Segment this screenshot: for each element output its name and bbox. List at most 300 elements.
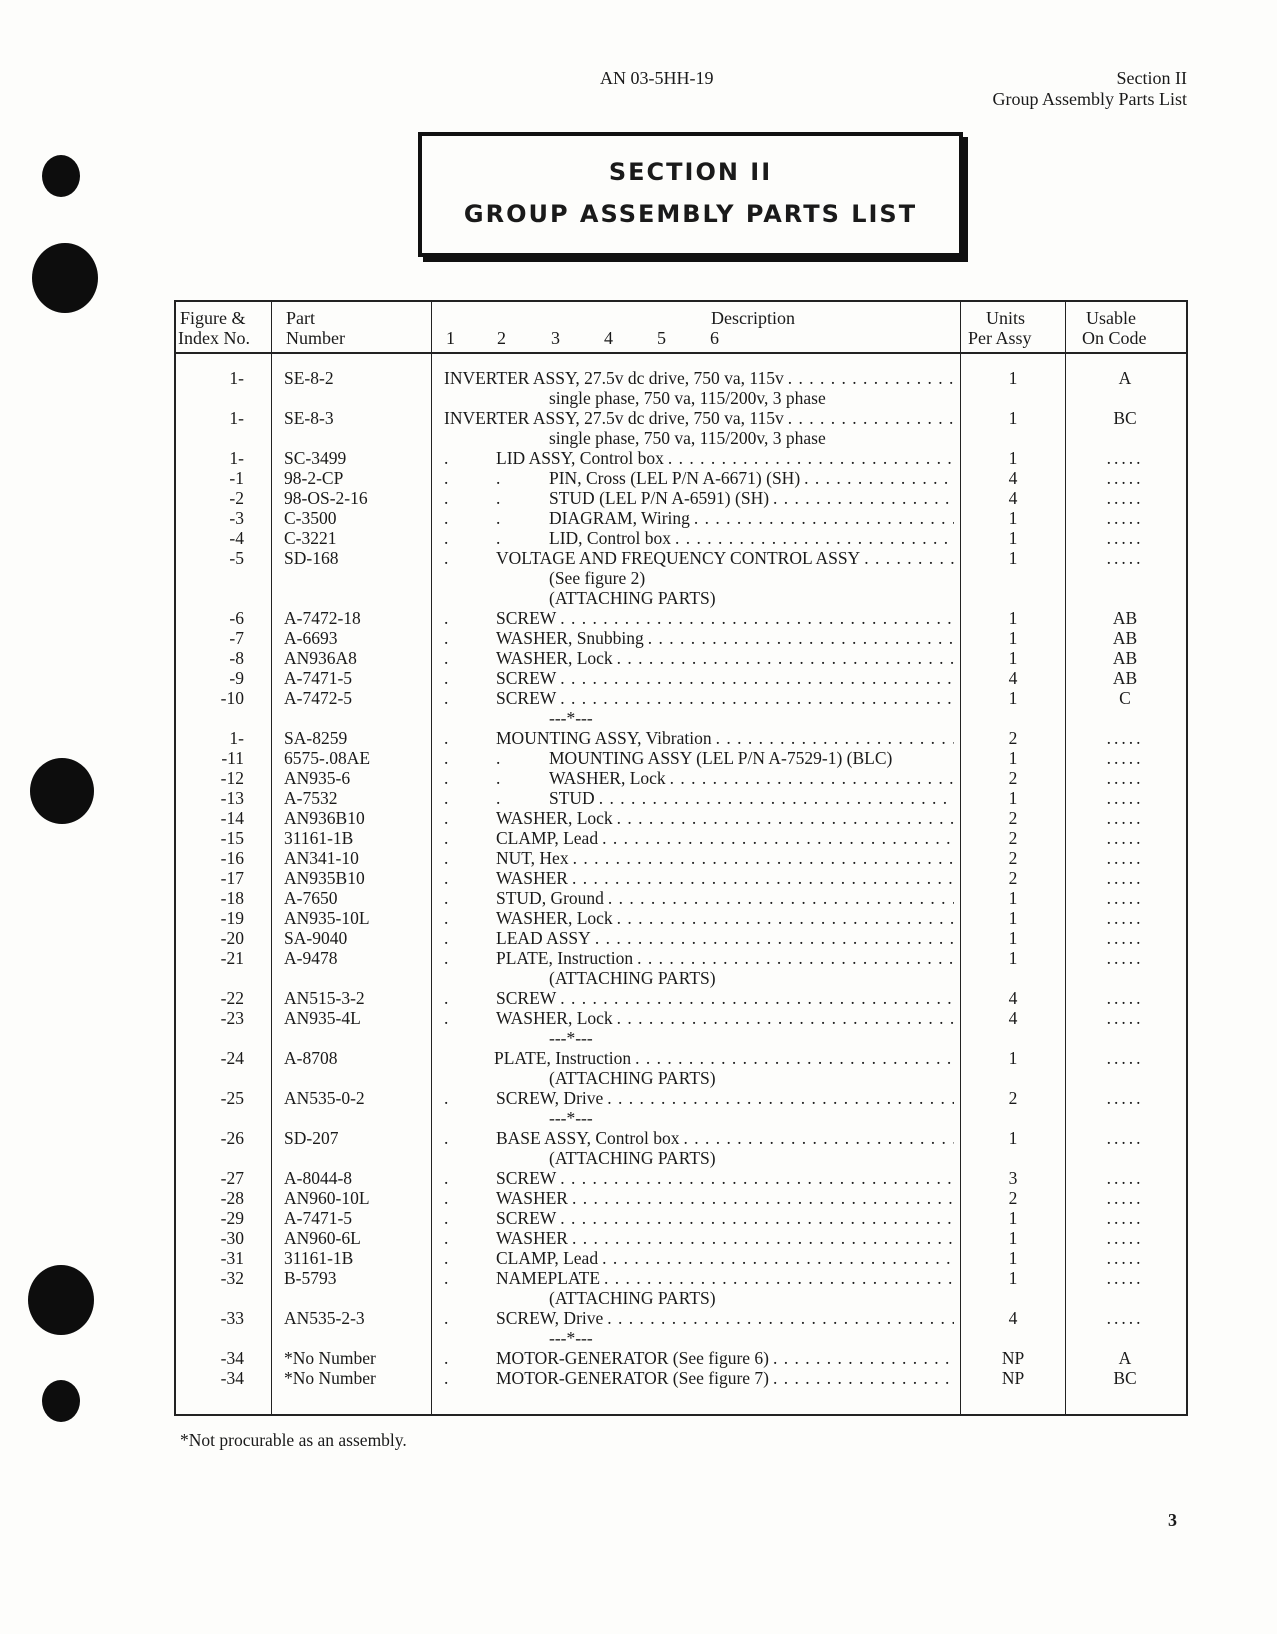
description: WASHER, Lock — [496, 808, 613, 828]
description: PLATE, Instruction — [494, 1048, 632, 1068]
usable-on-code: ..... — [1106, 1128, 1144, 1148]
table-row-continuation — [176, 1108, 1186, 1128]
table-row — [176, 908, 1186, 928]
units-per-assy: 1 — [1008, 528, 1018, 548]
units-per-assy: 2 — [1008, 828, 1018, 848]
index-number: -27 — [220, 1168, 244, 1188]
col-header-part: Part — [286, 308, 315, 328]
units-per-assy: 2 — [1008, 1188, 1018, 1208]
table-row — [176, 648, 1186, 668]
dot-leader — [716, 728, 954, 748]
units-per-assy: 1 — [1008, 628, 1018, 648]
dot-leader — [694, 508, 954, 528]
indent-dot: . — [496, 768, 501, 788]
description: MOTOR-GENERATOR (See figure 7) — [496, 1368, 770, 1388]
description: BASE ASSY, Control box — [496, 1128, 680, 1148]
index-number: -6 — [229, 608, 244, 628]
table-row — [176, 748, 1186, 768]
description: LID ASSY, Control box — [496, 448, 664, 468]
indent-dot: . — [444, 768, 449, 788]
indent-dot: . — [444, 748, 449, 768]
part-number: AN960-10L — [284, 1188, 370, 1208]
units-per-assy: 1 — [1008, 788, 1018, 808]
dot-leader — [607, 1088, 954, 1108]
indent-dot: . — [444, 668, 449, 688]
index-number: 1- — [229, 448, 244, 468]
usable-on-code: ..... — [1106, 1008, 1144, 1028]
indent-dot: . — [444, 928, 449, 948]
table-row — [176, 688, 1186, 708]
table-row — [176, 788, 1186, 808]
indent-dot: . — [444, 1248, 449, 1268]
description: (ATTACHING PARTS) — [549, 1148, 716, 1168]
dot-leader — [617, 1008, 954, 1028]
indent-dot: . — [496, 468, 501, 488]
description: DIAGRAM, Wiring — [549, 508, 690, 528]
table-row — [176, 508, 1186, 528]
section-heading: SECTION II — [608, 158, 773, 186]
part-number: SA-8259 — [284, 728, 348, 748]
table-row — [176, 808, 1186, 828]
indent-dot: . — [444, 608, 449, 628]
indent-dot: . — [444, 528, 449, 548]
units-per-assy: 1 — [1008, 1228, 1018, 1248]
indent-dot: . — [444, 1228, 449, 1248]
table-row-continuation — [176, 1068, 1186, 1088]
col-header-description: Description — [711, 308, 795, 328]
table-row — [176, 988, 1186, 1008]
table-row — [176, 1308, 1186, 1328]
description: CLAMP, Lead — [496, 828, 599, 848]
table-row-continuation — [176, 1328, 1186, 1348]
col-header-figure: Figure & — [180, 308, 246, 328]
indent-dot: . — [444, 1208, 449, 1228]
dot-leader — [560, 988, 954, 1008]
description: ---*--- — [549, 1108, 593, 1128]
index-number: -4 — [229, 528, 244, 548]
description: NUT, Hex — [496, 848, 569, 868]
units-per-assy: 1 — [1008, 1268, 1018, 1288]
units-per-assy: 1 — [1008, 888, 1018, 908]
description: PIN, Cross (LEL P/N A-6671) (SH) — [549, 468, 801, 488]
part-number: AN341-10 — [284, 848, 359, 868]
usable-on-code: ..... — [1106, 1168, 1144, 1188]
indent-dot: . — [444, 1168, 449, 1188]
footnote: *Not procurable as an assembly. — [180, 1430, 407, 1450]
description: LEAD ASSY — [496, 928, 591, 948]
index-number: -19 — [220, 908, 244, 928]
index-number: -7 — [229, 628, 244, 648]
table-row — [176, 408, 1186, 428]
part-number: AN935B10 — [284, 868, 365, 888]
indent-dot: . — [444, 468, 449, 488]
units-per-assy: 2 — [1008, 848, 1018, 868]
usable-on-code: AB — [1112, 668, 1138, 688]
description: ---*--- — [549, 708, 593, 728]
index-number: -10 — [220, 688, 244, 708]
indent-dot: . — [496, 508, 501, 528]
usable-on-code: ..... — [1106, 808, 1144, 828]
dot-leader — [648, 628, 954, 648]
dot-leader — [560, 1168, 954, 1188]
description: WASHER, Lock — [496, 1008, 613, 1028]
table-row — [176, 448, 1186, 468]
dot-leader — [617, 808, 954, 828]
indent-dot: . — [444, 888, 449, 908]
usable-on-code: ..... — [1106, 1308, 1144, 1328]
running-section: Section II — [1116, 68, 1187, 88]
part-number: SD-168 — [284, 548, 339, 568]
dot-leader — [560, 688, 954, 708]
description: (ATTACHING PARTS) — [549, 1288, 716, 1308]
indent-dot: . — [444, 828, 449, 848]
indent-dot: . — [444, 1008, 449, 1028]
index-number: -23 — [220, 1008, 244, 1028]
usable-on-code: ..... — [1106, 888, 1144, 908]
part-number: AN960-6L — [284, 1228, 361, 1248]
description: INVERTER ASSY, 27.5v dc drive, 750 va, 115v — [444, 368, 784, 388]
index-number: -8 — [229, 648, 244, 668]
part-number: A-7650 — [284, 888, 338, 908]
description: single phase, 750 va, 115/200v, 3 phase — [549, 428, 826, 448]
indent-dot: . — [444, 1088, 449, 1108]
index-number: -2 — [229, 488, 244, 508]
part-number: SD-207 — [284, 1128, 339, 1148]
units-per-assy: 1 — [1008, 748, 1018, 768]
dot-leader — [572, 868, 954, 888]
dot-leader — [617, 908, 954, 928]
table-row — [176, 1168, 1186, 1188]
binder-hole — [42, 155, 80, 197]
part-number: A-7532 — [284, 788, 338, 808]
description: STUD, Ground — [496, 888, 604, 908]
index-number: -34 — [220, 1368, 244, 1388]
description: (ATTACHING PARTS) — [549, 588, 716, 608]
table-row — [176, 1208, 1186, 1228]
index-number: -22 — [220, 988, 244, 1008]
usable-on-code: ..... — [1106, 488, 1144, 508]
usable-on-code: ..... — [1106, 1228, 1144, 1248]
index-number: -24 — [220, 1048, 244, 1068]
binder-hole — [42, 1380, 80, 1422]
dot-leader — [788, 368, 954, 388]
usable-on-code: C — [1119, 688, 1131, 708]
description: (ATTACHING PARTS) — [549, 968, 716, 988]
col-header-units: Units — [986, 308, 1026, 328]
part-number: SC-3499 — [284, 448, 347, 468]
index-number: -32 — [220, 1268, 244, 1288]
part-number: AN535-2-3 — [284, 1308, 365, 1328]
part-number: A-6693 — [284, 628, 338, 648]
description: WASHER, Snubbing — [496, 628, 644, 648]
part-number: A-7471-5 — [284, 668, 353, 688]
units-per-assy: 2 — [1008, 868, 1018, 888]
units-per-assy: 1 — [1008, 448, 1018, 468]
index-number: -31 — [220, 1248, 244, 1268]
index-number: -18 — [220, 888, 244, 908]
description: SCREW — [496, 668, 557, 688]
table-row — [176, 1088, 1186, 1108]
usable-on-code: ..... — [1106, 868, 1144, 888]
index-number: -29 — [220, 1208, 244, 1228]
units-per-assy: 4 — [1008, 1008, 1018, 1028]
dot-leader — [572, 1188, 954, 1208]
description: INVERTER ASSY, 27.5v dc drive, 750 va, 115v — [444, 408, 784, 428]
index-number: 1- — [229, 408, 244, 428]
indent-dot: . — [444, 788, 449, 808]
page-number: 3 — [1168, 1510, 1177, 1530]
part-number: A-7472-5 — [284, 688, 353, 708]
dot-leader — [670, 768, 954, 788]
index-number: -21 — [220, 948, 244, 968]
indent-dot: . — [444, 448, 449, 468]
index-number: -1 — [229, 468, 244, 488]
index-number: -34 — [220, 1348, 244, 1368]
description: (ATTACHING PARTS) — [549, 1068, 716, 1088]
dot-leader — [560, 668, 954, 688]
units-per-assy: 1 — [1008, 408, 1018, 428]
dot-leader — [602, 1248, 954, 1268]
dot-leader — [637, 948, 954, 968]
usable-on-code: ..... — [1106, 788, 1144, 808]
dot-leader — [604, 1268, 954, 1288]
table-row-continuation — [176, 1028, 1186, 1048]
table-row — [176, 528, 1186, 548]
binder-hole — [28, 1265, 94, 1335]
indent-dot: . — [496, 788, 501, 808]
table-row — [176, 1188, 1186, 1208]
dot-leader — [560, 608, 954, 628]
indent-dot: . — [444, 728, 449, 748]
usable-on-code: ..... — [1106, 1088, 1144, 1108]
units-per-assy: 1 — [1008, 548, 1018, 568]
dot-leader — [572, 1228, 954, 1248]
binder-hole — [32, 243, 98, 313]
description: STUD (LEL P/N A-6591) (SH) — [549, 488, 770, 508]
part-number: A-8708 — [284, 1048, 338, 1068]
usable-on-code: ..... — [1106, 748, 1144, 768]
part-number: AN935-4L — [284, 1008, 361, 1028]
dot-leader — [683, 1128, 954, 1148]
usable-on-code: ..... — [1106, 728, 1144, 748]
units-per-assy: 4 — [1008, 468, 1018, 488]
description: (See figure 2) — [549, 568, 646, 588]
table-row — [176, 868, 1186, 888]
indent-dot: . — [444, 868, 449, 888]
units-per-assy: 4 — [1008, 668, 1018, 688]
index-number: -5 — [229, 548, 244, 568]
part-number: C-3500 — [284, 508, 337, 528]
table-row — [176, 948, 1186, 968]
description: WASHER — [496, 1188, 568, 1208]
index-number: -11 — [221, 748, 244, 768]
table-row-continuation — [176, 1148, 1186, 1168]
description: single phase, 750 va, 115/200v, 3 phase — [549, 388, 826, 408]
running-section-title: Group Assembly Parts List — [992, 89, 1187, 109]
index-number: -14 — [220, 808, 244, 828]
section-title-box — [418, 132, 963, 257]
dot-leader — [599, 788, 954, 808]
usable-on-code: ..... — [1106, 1248, 1144, 1268]
units-per-assy: 1 — [1008, 368, 1018, 388]
usable-on-code: ..... — [1106, 508, 1144, 528]
index-number: -25 — [220, 1088, 244, 1108]
table-row — [176, 848, 1186, 868]
part-number: AN935-6 — [284, 768, 351, 788]
part-number: SA-9040 — [284, 928, 348, 948]
usable-on-code: ..... — [1106, 948, 1144, 968]
units-per-assy: 1 — [1008, 928, 1018, 948]
indent-dot: . — [496, 528, 501, 548]
part-number: SE-8-3 — [284, 408, 334, 428]
units-per-assy: 1 — [1008, 648, 1018, 668]
part-number: *No Number — [284, 1368, 376, 1388]
index-number: 1- — [229, 728, 244, 748]
description: ---*--- — [549, 1328, 593, 1348]
indent-dot: . — [444, 688, 449, 708]
indent-dot: . — [444, 1348, 449, 1368]
part-number: AN515-3-2 — [284, 988, 365, 1008]
index-number: -33 — [220, 1308, 244, 1328]
table-row — [176, 368, 1186, 388]
part-number: AN935-10L — [284, 908, 370, 928]
usable-on-code: AB — [1112, 628, 1138, 648]
table-row-continuation — [176, 428, 1186, 448]
part-number: *No Number — [284, 1348, 376, 1368]
table-row — [176, 1248, 1186, 1268]
units-per-assy: 2 — [1008, 768, 1018, 788]
indent-dot: . — [444, 488, 449, 508]
table-row — [176, 1048, 1186, 1068]
table-row-continuation — [176, 1288, 1186, 1308]
usable-on-code: ..... — [1106, 1268, 1144, 1288]
index-number: -30 — [220, 1228, 244, 1248]
dot-leader — [635, 1048, 954, 1068]
description: STUD — [549, 788, 595, 808]
table-row-continuation — [176, 708, 1186, 728]
dot-leader — [573, 848, 954, 868]
part-number: A-9478 — [284, 948, 338, 968]
description: LID, Control box — [549, 528, 672, 548]
units-per-assy: 2 — [1008, 808, 1018, 828]
table-row — [176, 1348, 1186, 1368]
part-number: AN936A8 — [284, 648, 357, 668]
indent-dot: . — [444, 988, 449, 1008]
units-per-assy: 1 — [1008, 948, 1018, 968]
dot-leader — [675, 528, 954, 548]
index-number: -28 — [220, 1188, 244, 1208]
dot-leader — [617, 648, 954, 668]
indent-dot: . — [444, 628, 449, 648]
dot-leader — [607, 1308, 954, 1328]
table-row — [176, 928, 1186, 948]
units-per-assy: 1 — [1008, 608, 1018, 628]
part-number: A-7472-18 — [284, 608, 361, 628]
index-number: -15 — [220, 828, 244, 848]
indent-dot: . — [444, 548, 449, 568]
description: ---*--- — [549, 1028, 593, 1048]
usable-on-code: ..... — [1106, 448, 1144, 468]
parts-table: Figure & Index No. Part Number Description 1 2 3 4 5 6 Units Per Assy Usable On Code 1- SE-8-2 INVERTER ASSY, 27.5v dc drive, 750 va, 115v . . . 1 A single phase, 750 va, 115/200v, 3 phase 1- SE-8-3 INVERTER ASSY, 27.5v dc drive, 750 va, 115v . . . 1 BC single phase, 750 va, 115/200v, 3 phase 1- SC-3499 . LID ASSY, Control box . . . 1 ..... -1 98-2-CP . . PIN, Cross (LEL P/N A-6671) (SH) . . . 4 ..... -2 98-OS-2-16 . . STUD (LEL P/N A-6591) (SH) . . . 4 ..... -3 C-3500 . . DIAGRAM, Wiring . . . 1 ..... -4 C-3221 . . LID, Control box . . . 1 ..... -5 SD-168 . VOLTAGE AND FREQUENCY CONTROL ASSY . . . 1 ..... (See figure 2) (ATTACHING PARTS) -6 A-7472-18 . SCREW . . . 1 AB -7 A-6693 . WASHER, Snubbing . . . 1 AB -8 AN936A8 . WASHER, Lock . . . 1 AB -9 A-7471-5 . SCREW . . . 4 AB -10 A-7472-5 . SCREW . . . 1 C ---*--- 1- SA-8259 . MOUNTING ASSY, Vibration . . . 2 ..... -11 6575-.08AE . . MOUNTING ASSY (LEL P/N A-7529-1) (BLC) 1 ..... -12 AN935-6 . . WASHER, Lock . . . 2 ..... -13 A-7532 . . STUD . . . 1 ..... -14 AN936B10 . WASHER, Lock . . . 2 ..... -15 31161-1B . CLAMP, Lead . . . 2 ..... -16 AN341-10 . NUT, Hex . . . 2 ..... -17 AN935B10 . WASHER . . . 2 ..... -18 A-7650 . STUD, Ground . . . 1 ..... -19 AN935-10L . WASHER, Lock . . . 1 ..... -20 SA-9040 . LEAD ASSY . . . 1 ..... -21 A-9478 . PLATE, Instruction . . . 1 ..... (ATTACHING PARTS) -22 AN515-3-2 . SCREW . . . 4 ..... -23 AN935-4L . WASHER, Lock . . . 4 ..... ---*--- -24 A-8708 PLATE, Instruction . . . 1 ..... (ATTACHING PARTS) -25 AN535-0-2 . SCREW, Drive . . . 2 ..... ---*--- -26 SD-207 . BASE ASSY, Control box . . . 1 ..... (ATTACHING PARTS) -27 A-8044-8 . SCREW . . . 3 ..... -28 AN960-10L . WASHER . . . 2 ..... -29 A-7471-5 . SCREW . . . 1 ..... -30 AN960-6L . WASHER . . . 1 ..... -31 31161-1B . CLAMP, Lead . . . 1 ..... -32 B-5793 . NAMEPLATE . . . 1 ..... (ATTACHING PARTS) -33 AN535-2-3 . SCREW, Drive . . . 4 ..... ---*--- -34 *No Number . MOTOR-GENERATOR (See figure 6) . . . NP A -34 *No Number . MOTOR-GENERATOR (See figure 7) . . . NP BC — [174, 300, 1188, 1416]
index-number: 1- — [229, 368, 244, 388]
usable-on-code: ..... — [1106, 1188, 1144, 1208]
part-number: B-5793 — [284, 1268, 337, 1288]
section-subheading: GROUP ASSEMBLY PARTS LIST — [463, 200, 918, 228]
part-number: A-8044-8 — [284, 1168, 353, 1188]
part-number: AN535-0-2 — [284, 1088, 365, 1108]
index-number: -26 — [220, 1128, 244, 1148]
units-per-assy: 2 — [1008, 1088, 1018, 1108]
table-row — [176, 1368, 1186, 1388]
description: VOLTAGE AND FREQUENCY CONTROL ASSY — [496, 548, 861, 568]
table-row — [176, 828, 1186, 848]
dot-leader — [668, 448, 954, 468]
description: SCREW — [496, 608, 557, 628]
index-number: -17 — [220, 868, 244, 888]
dot-leader — [560, 1208, 954, 1228]
col-header-usable: Usable — [1086, 308, 1136, 328]
part-number: 31161-1B — [284, 1248, 354, 1268]
usable-on-code: A — [1118, 1348, 1132, 1368]
part-number: 98-OS-2-16 — [284, 488, 368, 508]
usable-on-code: A — [1118, 368, 1132, 388]
index-number: -13 — [220, 788, 244, 808]
units-per-assy: 1 — [1008, 1128, 1018, 1148]
usable-on-code: BC — [1113, 1368, 1137, 1388]
units-per-assy: 1 — [1008, 688, 1018, 708]
usable-on-code: ..... — [1106, 928, 1144, 948]
description: MOUNTING ASSY (LEL P/N A-7529-1) (BLC) — [549, 748, 893, 768]
usable-on-code: ..... — [1106, 468, 1144, 488]
description: WASHER — [496, 868, 568, 888]
description: SCREW — [496, 1168, 557, 1188]
description: MOUNTING ASSY, Vibration — [496, 728, 712, 748]
units-per-assy: 2 — [1008, 728, 1018, 748]
indent-dot: . — [444, 948, 449, 968]
usable-on-code: AB — [1112, 608, 1138, 628]
table-row — [176, 728, 1186, 748]
table-row-continuation — [176, 568, 1186, 588]
description: SCREW — [496, 1208, 557, 1228]
table-row — [176, 1268, 1186, 1288]
indent-dot: . — [496, 748, 501, 768]
indent-dot: . — [444, 648, 449, 668]
table-row — [176, 668, 1186, 688]
part-number: SE-8-2 — [284, 368, 334, 388]
units-per-assy: 4 — [1008, 988, 1018, 1008]
index-number: -20 — [220, 928, 244, 948]
description: SCREW, Drive — [496, 1088, 604, 1108]
table-row — [176, 608, 1186, 628]
indent-dot: . — [496, 488, 501, 508]
table-row — [176, 1228, 1186, 1248]
usable-on-code: ..... — [1106, 988, 1144, 1008]
description: SCREW — [496, 988, 557, 1008]
index-number: -16 — [220, 848, 244, 868]
table-row-continuation — [176, 968, 1186, 988]
dot-leader — [595, 928, 954, 948]
dot-leader — [788, 408, 954, 428]
usable-on-code: AB — [1112, 648, 1138, 668]
table-row — [176, 628, 1186, 648]
indent-dot: . — [444, 508, 449, 528]
dot-leader — [773, 488, 954, 508]
description: NAMEPLATE — [496, 1268, 601, 1288]
part-number: A-7471-5 — [284, 1208, 353, 1228]
units-per-assy: 4 — [1008, 488, 1018, 508]
table-row — [176, 1008, 1186, 1028]
usable-on-code: ..... — [1106, 548, 1144, 568]
